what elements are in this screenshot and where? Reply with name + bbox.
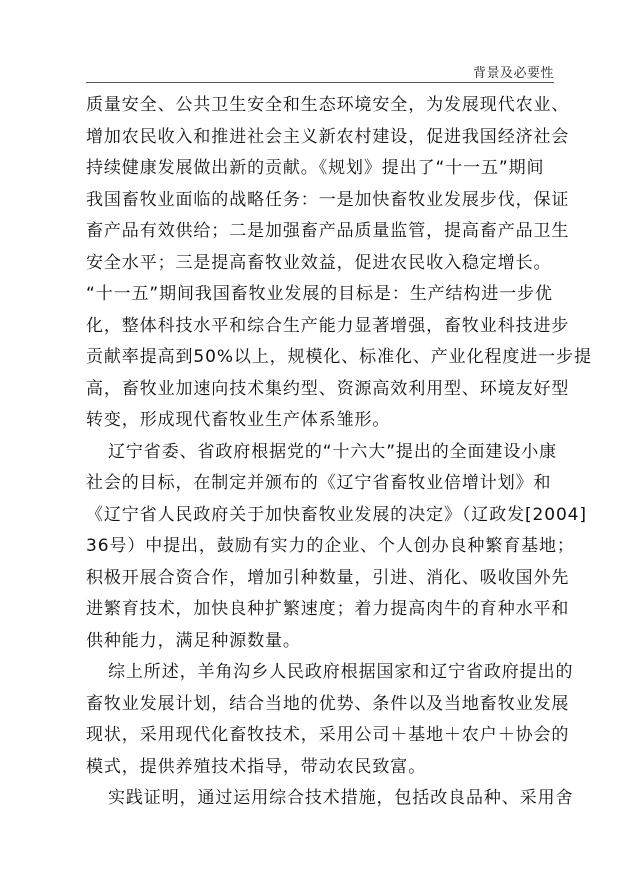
text-line-17: 进繁育技术，加快良种扩繁速度；着力提高肉牛的育种水平和 [86, 599, 570, 619]
text-line-21: 现状，采用现代化畜牧技术，采用公司＋基地＋农户＋协会的 [86, 725, 570, 745]
body-text [86, 90, 592, 815]
text-line-15: 36号）中提出，鼓励有实力的企业、个人创办良种繁育基地； [86, 536, 575, 556]
text-line-11: 转变，形成现代畜牧业生产体系雏形。 [86, 410, 391, 430]
text-line-2: 增加农民收入和推进社会主义新农村建设，促进我国经济社会 [86, 126, 570, 147]
page-header [86, 60, 554, 83]
text-line-16: 积极开展合资合作，增加引种数量，引进、消化、吸收国外先 [86, 567, 570, 588]
text-line-6: 安全水平；三是提高畜牧业效益，促进农民收入稳定增长。 [86, 252, 552, 273]
text-line-14: 《辽宁省人民政府关于加快畜牧业发展的决定》（辽政发[2004] [86, 504, 587, 525]
text-line-5: 畜产品有效供给；二是加强畜产品质量监管，提高畜产品卫生 [86, 221, 570, 241]
text-line-18: 供种能力，满足种源数量。 [86, 630, 301, 651]
text-line-23: 实践证明，通过运用综合技术措施，包括改良品种、采用舍 [108, 788, 574, 808]
text-line-4: 我国畜牧业面临的战略任务：一是加快畜牧业发展步伐，保证 [86, 189, 570, 210]
text-line-20: 畜牧业发展计划，结合当地的优势、条件以及当地畜牧业发展 [86, 693, 570, 714]
text-line-22: 模式，提供养殖技术指导，带动农民致富。 [86, 756, 427, 777]
text-line-12: 辽宁省委、省政府根据党的“十六大”提出的全面建设小康 [108, 441, 558, 462]
text-line-1: 质量安全、公共卫生安全和生态环境安全，为发展现代农业、 [86, 95, 570, 115]
text-line-19: 综上所述，羊角沟乡人民政府根据国家和辽宁省政府提出的 [108, 662, 574, 682]
text-line-3: 持续健康发展做出新的贡献。《规划》提出了“十一五”期间 [86, 158, 545, 178]
text-line-9: 贡献率提高到50%以上，规模化、标准化、产业化程度进一步提 [86, 347, 592, 367]
text-line-8: 化，整体科技水平和综合生产能力显著增强，畜牧业科技进步 [86, 315, 570, 336]
text-line-10: 高，畜牧业加速向技术集约型、资源高效利用型、环境友好型 [86, 378, 570, 399]
text-line-13: 社会的目标，在制定并颁布的《辽宁省畜牧业倍增计划》和 [86, 473, 552, 493]
section-title: 背景及必要性 [472, 66, 554, 81]
text-line-7: “十一五”期间我国畜牧业发展的目标是：生产结构进一步优 [86, 284, 553, 304]
